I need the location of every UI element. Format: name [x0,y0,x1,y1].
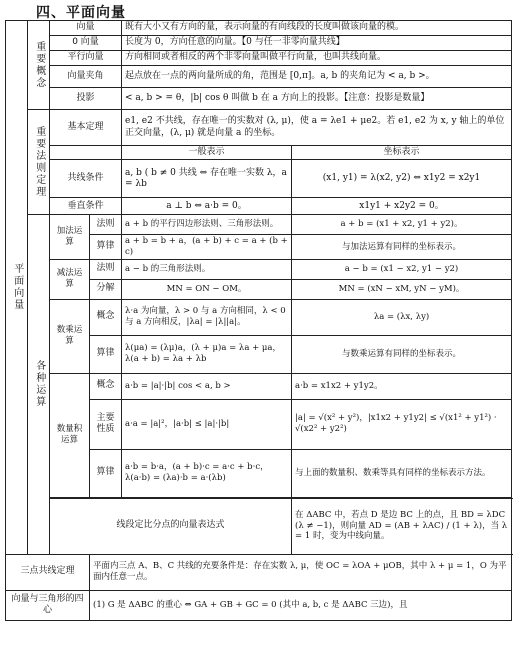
op-row-coord: |a| = √(x² + y²)，|x1x2 + y1y2| ≤ √(x1² + y1²) · √(x2² + y2²) [292,399,512,449]
op-row-coord: MN = (xN − xM, yN − yM)。 [292,279,512,299]
op-row-general: a − b 的三角形法则。 [122,259,292,279]
op-row-general: λ(μa) = (λμ)a，(λ + μ)a = λa + μa，λ(a + b) = λa + λb [122,335,292,373]
concept-name: 投影 [50,88,122,110]
op-row-general: λ·a 为向量，λ > 0 与 a 方向相同，λ < 0 与 a 方向相反，|λa| = |λ||a|。 [122,299,292,335]
op-group: 加法运算 [50,215,90,259]
outer-label: 平面向量 [6,21,28,555]
op-row-general: a·a = |a|²，|a·b| ≤ |a|·|b| [122,399,292,449]
op-row-coord: a − b = (x1 − x2, y1 − y2) [292,259,512,279]
bottom-text: 平面内三点 A、B、C 共线的充要条件是：存在实数 λ, μ，使 OC = λOA + μOB，其中 λ + μ = 1，O 为平面内任意一点。 [90,554,512,590]
bottom-name: 线段定比分点的向量表达式 [50,498,292,554]
theorem-text: e1, e2 不共线，存在唯一的实数对 (λ, μ)，使 a = λe1 + μe2。若 e1, e2 为 x, y 轴上的单位正交向量，(λ, μ) 就是向量 a 的坐标。 [122,110,512,146]
concept-name: 平行向量 [50,51,122,66]
op-row-coord: 与数乘运算有同样的坐标表示。 [292,335,512,373]
row-name: 垂直条件 [50,198,122,215]
concept-name: 0 向量 [50,36,122,51]
concept-text: < a, b > = θ，|b| cos θ 叫做 b 在 a 方向上的投影。【注意：投影是数量】 [122,88,512,110]
concept-text: 起点放在一点的两向量所成的角，范围是 [0,π]。a, b 的夹角记为 < a, b >。 [122,66,512,88]
bottom-text: 在 ΔABC 中，若点 D 是边 BC 上的点，且 BD = λDC (λ ≠ −1)，则向量 AD = (AB + λAC) / (1 + λ)，当 λ = 1 时，变为中线向量。 [292,498,512,554]
group-theorems: 重要法则定理 [28,110,50,215]
op-group: 数量积运算 [50,373,90,497]
concept-text: 既有大小又有方向的量，表示向量的有向线段的长度叫做该向量的模。 [122,21,512,36]
theorem-name: 基本定理 [50,110,122,146]
row-name: 共线条件 [50,160,122,198]
op-row-general: a + b = b + a，(a + b) + c = a + (b + c) [122,235,292,259]
concept-text: 方向相同或者相反的两个非零向量叫做平行向量，也叫共线向量。 [122,51,512,66]
concept-name: 向量夹角 [50,66,122,88]
op-row-general: a + b 的平行四边形法则、三角形法则。 [122,215,292,235]
row-general: a ⊥ b ⇔ a·b = 0。 [122,198,292,215]
op-group: 数乘运算 [50,299,90,373]
op-row-name: 算律 [90,235,122,259]
op-row-name: 概念 [90,373,122,399]
op-row-name: 算律 [90,335,122,373]
bottom-name: 三点共线定理 [6,554,90,590]
bottom-name: 向量与三角形的四心 [6,590,90,620]
op-row-general: a·b = b·a，(a + b)·c = a·c + b·c，λ(a·b) = (λa)·b = a·(λb) [122,449,292,497]
row-coord: x1y1 + x2y2 = 0。 [292,198,512,215]
page-title: 四、平面向量 [36,5,126,21]
group-concepts: 重要概念 [28,21,50,110]
op-row-name: 法则 [90,215,122,235]
op-row-coord: a + b = (x1 + x2, y1 + y2)。 [292,215,512,235]
op-row-coord: 与上面的数量积、数乘等具有同样的坐标表示方法。 [292,449,512,497]
group-operations: 各种运算 [28,215,50,554]
op-group: 减法运算 [50,259,90,299]
op-row-name: 分解 [90,279,122,299]
concept-text: 长度为 0，方向任意的向量。【0 与任一非零向量共线】 [122,36,512,51]
row-coord: (x1, y1) = λ(x2, y2) ⇔ x1y2 = x2y1 [292,160,512,198]
row-general: a, b ( b ≠ 0 共线 ⇔ 存在唯一实数 λ，a = λb [122,160,292,198]
concept-name: 向量 [50,21,122,36]
op-row-name: 算律 [90,449,122,497]
op-row-coord: λa = (λx, λy) [292,299,512,335]
vector-summary-table [5,20,512,621]
op-row-general: a·b = |a|·|b| cos < a, b > [122,373,292,399]
bottom-text: (1) G 是 ΔABC 的重心 ⇔ GA + GB + GC = 0 (其中 a, b, c 是 ΔABC 三边)，且 [90,590,512,620]
header-coord: 坐标表示 [292,146,512,160]
op-row-name: 概念 [90,299,122,335]
op-row-coord: 与加法运算有同样的坐标表示。 [292,235,512,259]
op-row-general: MN = ON − OM。 [122,279,292,299]
op-row-coord: a·b = x1x2 + y1y2。 [292,373,512,399]
op-row-name: 主要性质 [90,399,122,449]
op-row-name: 法则 [90,259,122,279]
header-general: 一般表示 [122,146,292,160]
